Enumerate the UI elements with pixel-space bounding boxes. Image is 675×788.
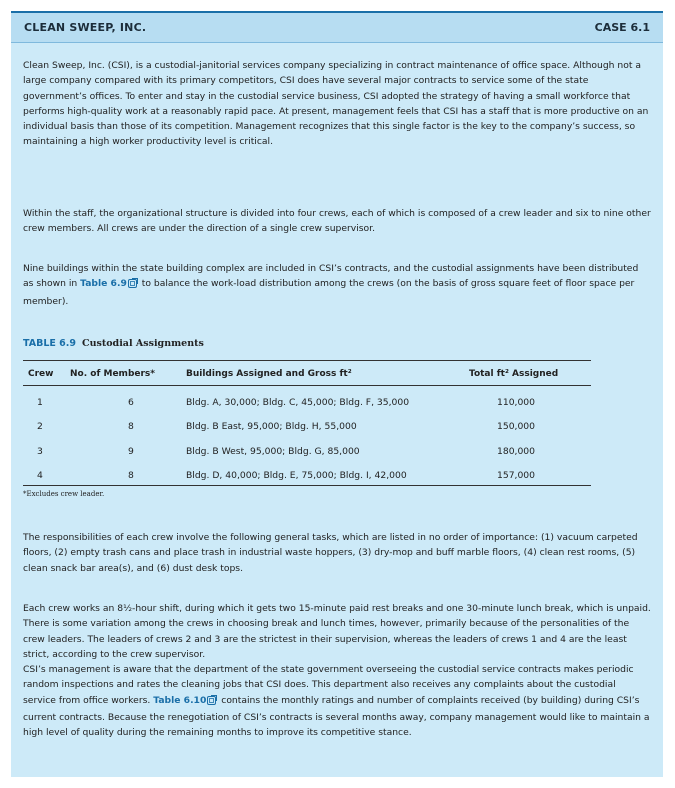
cell-crew: 1 (37, 397, 43, 408)
table-number: TABLE 6.9 (23, 338, 77, 349)
header-crew: Crew (28, 369, 54, 379)
cell-members: 6 (128, 397, 134, 408)
cell-total: 150,000 (497, 421, 535, 432)
cell-buildings: Bldg. A, 30,000; Bldg. C, 45,000; Bldg. F, 35,000 (186, 397, 410, 408)
cell-crew: 3 (37, 446, 43, 457)
table-header-rule (23, 385, 591, 386)
table-caption (23, 338, 204, 349)
cell-total: 180,000 (497, 446, 535, 457)
header-buildings: Buildings Assigned and Gross ft² (186, 369, 352, 379)
external-link-icon[interactable] (207, 695, 217, 710)
cell-buildings: Bldg. B West, 95,000; Bldg. G, 85,000 (186, 446, 360, 457)
cell-members: 8 (128, 421, 134, 432)
paragraph-assignments-text-1: Nine buildings within the state building complex are included in CSI’s contracts, and the custodial assignments have been distributed as shown in (23, 263, 639, 290)
cell-members: 8 (128, 470, 134, 481)
table-name: Custodial Assignments (82, 338, 204, 349)
paragraph-shifts: Each crew works an 8½-hour shift, during which it gets two 15-minute paid rest breaks and one 30-minute lunch break, which is unpaid. There is some variation among the crews in choosing break and lunch times, however, primarily because of the personalities of the crew leaders. The leaders of crews 2 and 3 are the strictest in their supervision, whereas the leaders of crews 1 and 4 are the least strict, according to the crew supervisor. (23, 603, 651, 660)
cell-buildings: Bldg. B East, 95,000; Bldg. H, 55,000 (186, 421, 357, 432)
paragraph-ratings-text-1: CSI’s management is aware that the department of the state government overseeing the custodial service contracts makes periodic random inspections and rates the cleaning jobs that CSI does. This department also receives any complaints about the custodial service from office workers. (23, 664, 634, 706)
external-link-icon[interactable] (128, 278, 138, 293)
paragraph-assignments-text-2: to balance the work-load distribution among the crews (on the basis of gross square feet of floor space per member). (23, 278, 635, 307)
case-header (11, 11, 663, 43)
paragraph-assignments (23, 261, 651, 309)
cell-crew: 2 (37, 421, 43, 432)
case-box (11, 11, 663, 777)
cell-members: 9 (128, 446, 134, 457)
table-top-rule (23, 360, 591, 361)
paragraph-ratings-text-2: contains the monthly ratings and number of complaints received (by building) during CSI’s current contracts. Because the renegotiation of CSI’s contracts is several months away, company management would like to maintain a high level of quality during the remaining months to improve its competitive stance. (23, 694, 650, 739)
paragraph-intro: Clean Sweep, Inc. (CSI), is a custodial-janitorial services company specializing in contract maintenance of office space. Although not a large company compared with its primary competitors, CSI does have several major contracts to service some of the state government’s offices. To enter and stay in the custodial service business, CSI adopted the strategy of having a small workforce that performs high-quality work at a reasonably rapid pace. At present, management feels that CSI has a staff that is more productive on an individual basis than those of its competition. Management recognizes that this single factor is the key to the company’s success, so maintaining a high worker productivity level is critical. (23, 60, 649, 148)
cell-total: 110,000 (497, 397, 535, 408)
table-bottom-rule (23, 485, 591, 486)
cell-buildings: Bldg. D, 40,000; Bldg. E, 75,000; Bldg. I, 42,000 (186, 470, 407, 481)
paragraph-responsibilities: The responsibilities of each crew involve the following general tasks, which are listed in no order of importance: (1) vacuum carpeted floors, (2) empty trash cans and place trash in industrial waste hoppers, (3) dry-mop and buff marble floors, (4) clean rest rooms, (5) clean snack bar area(s), and (6) dust desk tops. (23, 532, 638, 574)
case-number: CASE 6.1 (594, 21, 650, 34)
header-members: No. of Members* (70, 369, 155, 379)
cell-crew: 4 (37, 470, 43, 481)
paragraph-ratings (23, 662, 651, 740)
paragraph-organization: Within the staff, the organizational structure is divided into four crews, each of which is composed of a crew leader and six to nine other crew members. All crews are under the direction of a single crew supervisor. (23, 208, 651, 235)
cell-total: 157,000 (497, 470, 535, 481)
table-6-10-link[interactable]: Table 6.10 (153, 694, 207, 706)
table-footnote: *Excludes crew leader. (23, 490, 105, 498)
table-6-9-link[interactable]: Table 6.9 (80, 278, 127, 290)
case-title: CLEAN SWEEP, INC. (24, 21, 147, 34)
header-total: Total ft² Assigned (469, 369, 559, 379)
